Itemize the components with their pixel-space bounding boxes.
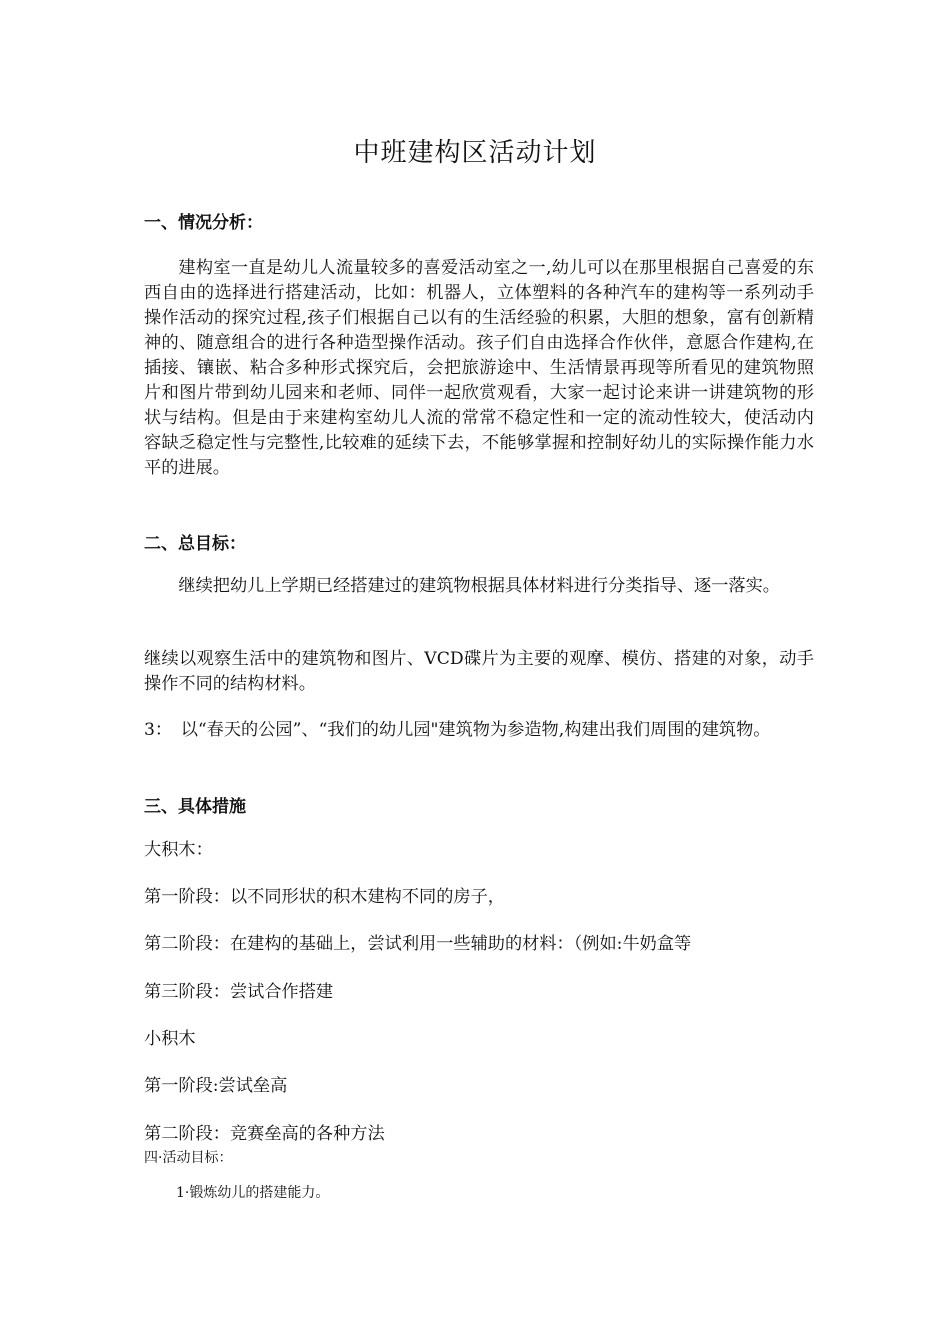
small-blocks-stage-2: 第二阶段：竞赛垒高的各种方法 xyxy=(144,1124,385,1144)
situation-paragraph: 建构室一直是幼儿人流量较多的喜爱活动室之一,幼儿可以在那里根据自己喜爱的东西自由的选择进行搭建活动，比如：机器人，立体塑料的各种汽车的建构等一系列动手操作活动的探究过程,孩子们根据自己以有的生活经验的积累，大胆的想象，富有创新精神的、随意组合的进行各种造型操作活动。孩子们自由选择合作伙伴，意愿合作建构,在插接、镶嵌、粘合多种形式探究后，会把旅游途中、生活情景再现等所看见的建筑物照片和图片带到幼儿园来和老师、同伴一起欣赏观看，大家一起讨论来讲一讲建筑物的形状与结构。但是由于来建构室幼儿人流的常常不稳定性和一定的流动性较大，使活动内容缺乏稳定性与完整性,比较难的延续下去，不能够掌握和控制好幼儿的实际操作能力水平的进展。 xyxy=(144,258,814,478)
big-blocks-label: 大积木： xyxy=(144,840,213,860)
goal-item-3: 3： 以“春天的公园”、“我们的幼儿园"建筑物为参造物,构建出我们周围的建筑物。 xyxy=(144,720,771,740)
activity-goal-item-1: 1·锻炼幼儿的搭建能力。 xyxy=(176,1185,330,1201)
section-heading-activity-goals: 四·活动目标： xyxy=(144,1150,233,1166)
goal-item-2: 继续以观察生活中的建筑物和图片、VCD碟片为主要的观摩、模仿、搭建的对象，动手操作不同的结构材料。 xyxy=(144,649,814,694)
section-heading-measures: 三、具体措施 xyxy=(144,797,246,817)
big-blocks-stage-2: 第二阶段：在建构的基础上，尝试利用一些辅助的材料：（例如:牛奶盒等 xyxy=(144,934,692,954)
section-heading-goals: 二、总目标： xyxy=(144,534,246,554)
section-heading-situation: 一、情况分析： xyxy=(144,213,263,233)
goal-item-1: 继续把幼儿上学期已经搭建过的建筑物根据具体材料进行分类指导、逐一落实。 xyxy=(178,576,780,596)
small-blocks-stage-1: 第一阶段:尝试垒高 xyxy=(144,1076,288,1096)
big-blocks-stage-1: 第一阶段：以不同形状的积木建构不同的房子， xyxy=(144,887,505,907)
small-blocks-label: 小积木 xyxy=(144,1029,196,1049)
page-title: 中班建构区活动计划 xyxy=(353,138,597,168)
big-blocks-stage-3: 第三阶段：尝试合作搭建 xyxy=(144,982,334,1002)
